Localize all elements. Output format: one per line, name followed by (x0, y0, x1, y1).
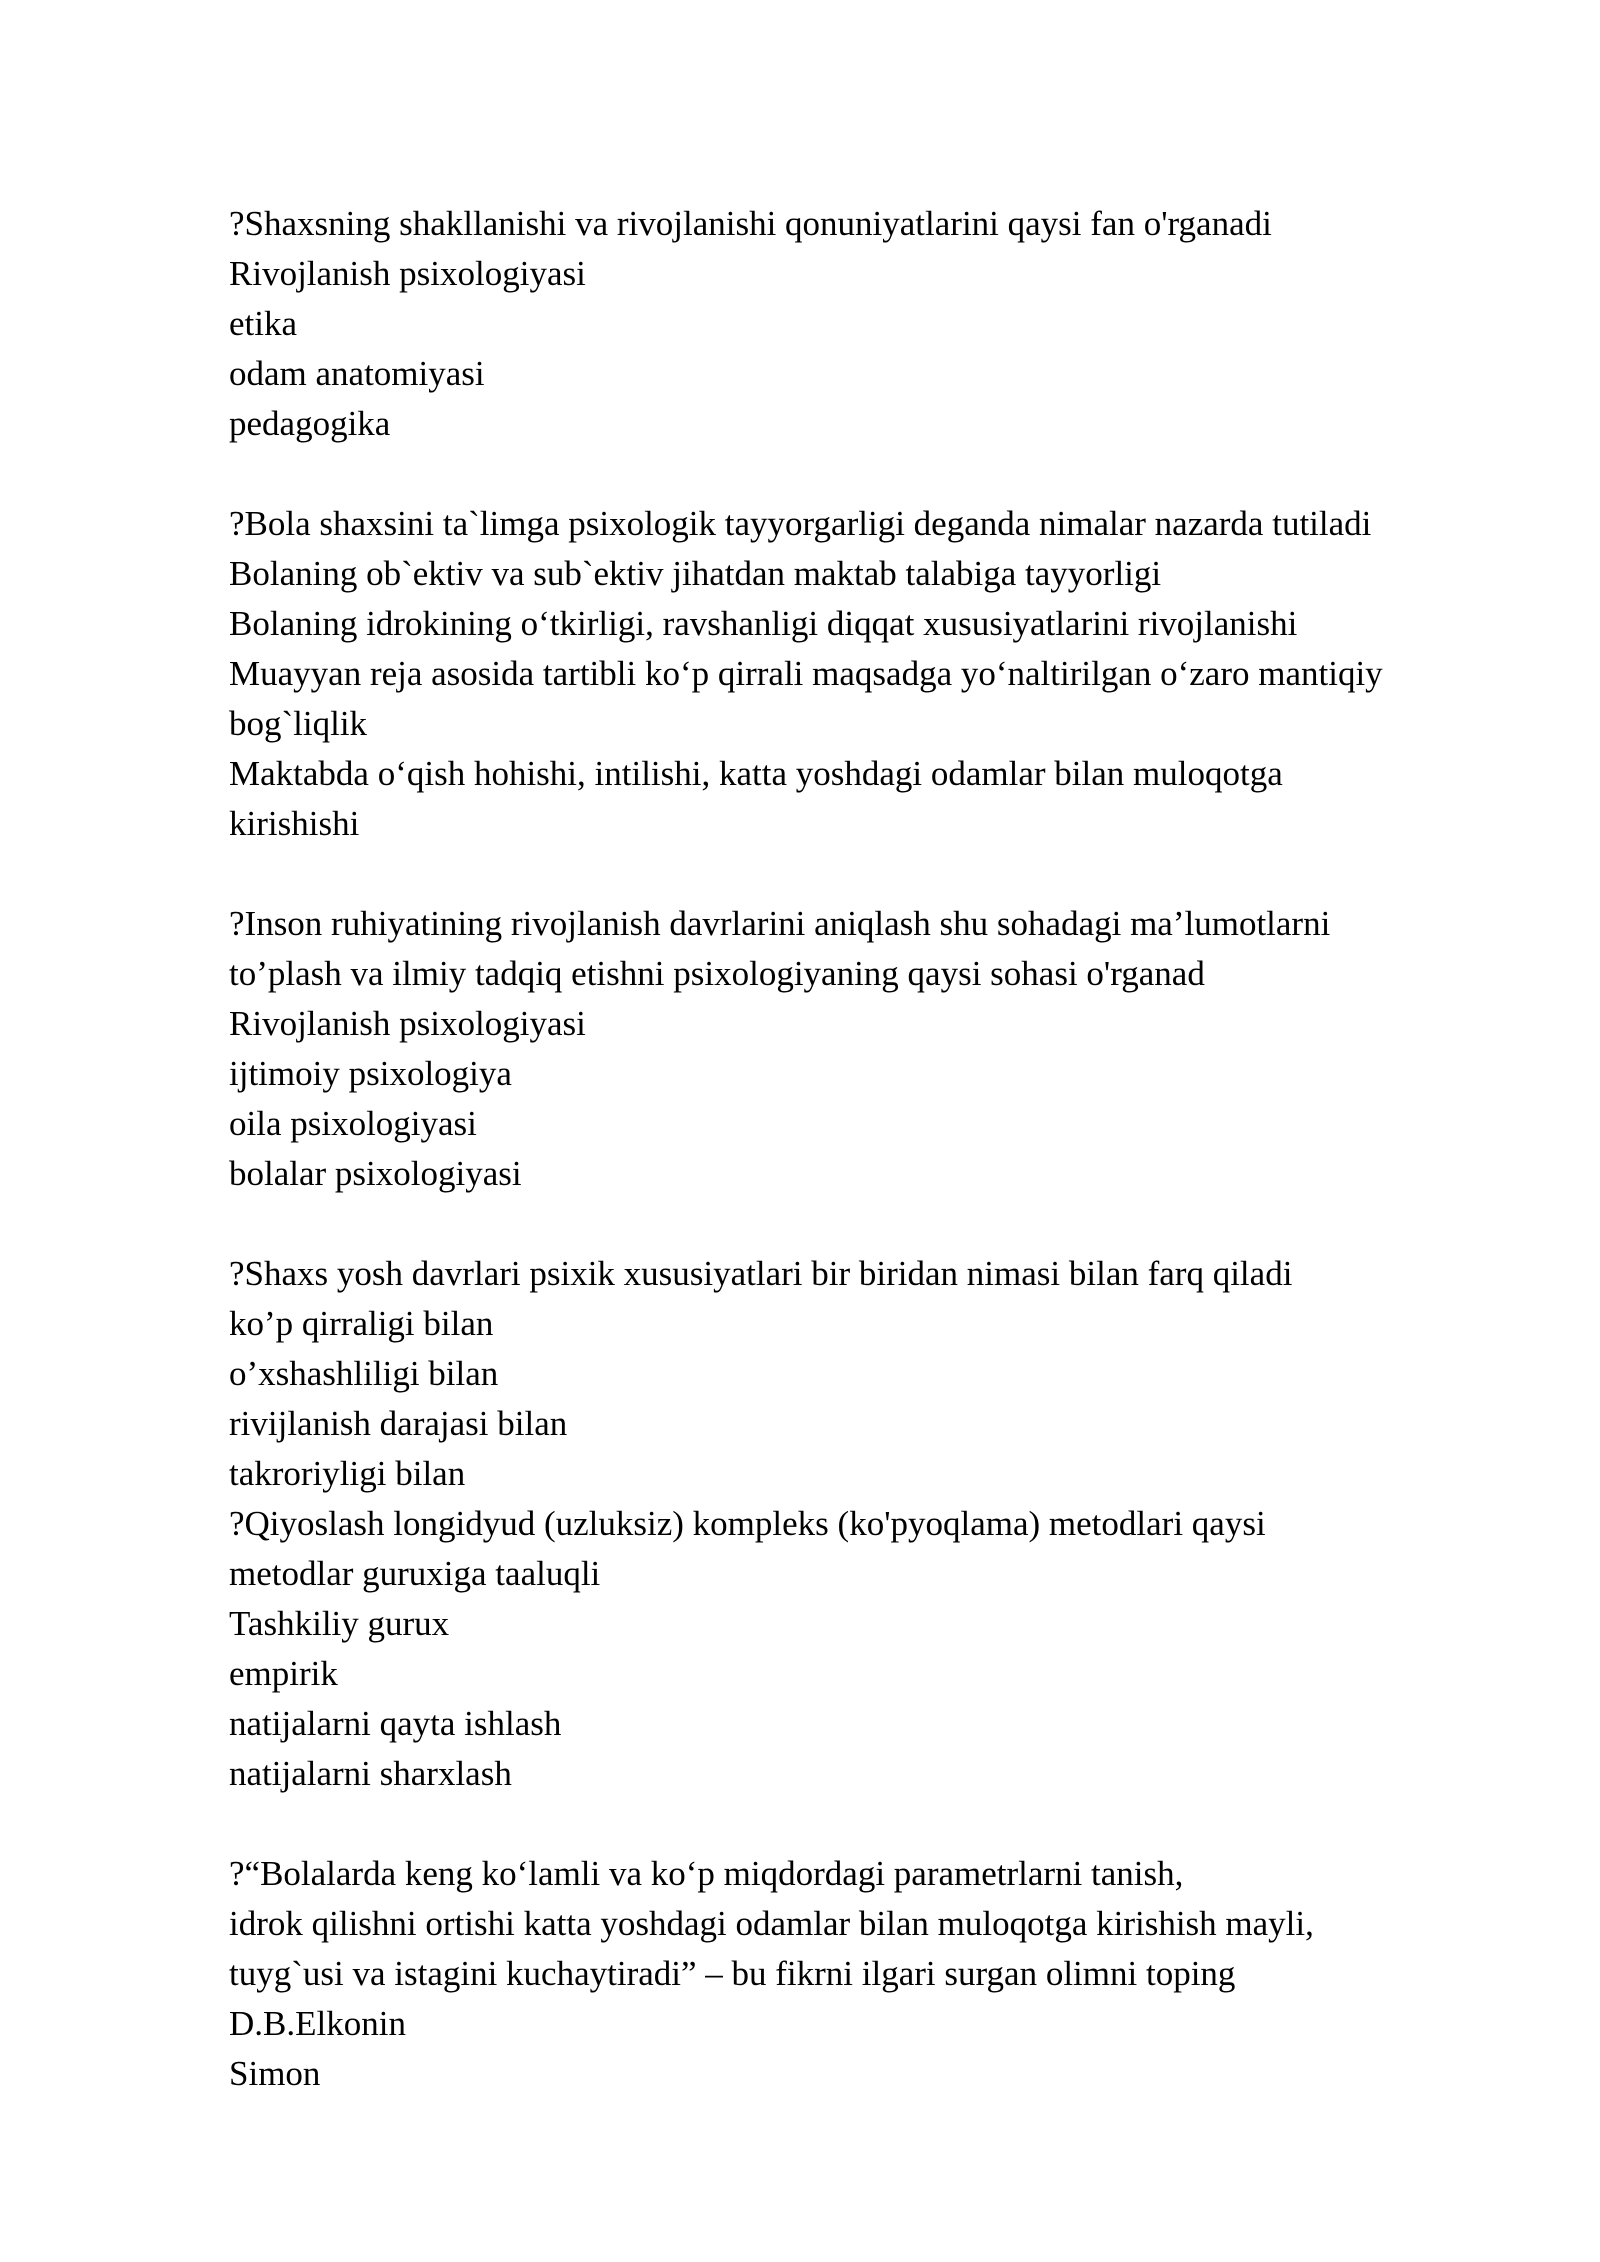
document-body (229, 199, 1529, 2099)
answer-option-line: oila psixologiyasi (229, 1104, 477, 1143)
question-block (229, 1849, 1529, 2099)
answer-option-line: idrok qilishni ortishi katta yoshdagi odamlar bilan muloqotga kirishish mayli, (229, 1904, 1314, 1943)
answer-option-line: Muayyan reja asosida tartibli ko‘p qirrali maqsadga yo‘naltirilgan o‘zaro mantiqiy (229, 654, 1383, 693)
answer-option-line: ko’p qirraligi bilan (229, 1304, 494, 1343)
question-text-line: ?Qiyoslash longidyud (uzluksiz) kompleks (ko'pyoqlama) metodlari qaysi (229, 1504, 1266, 1543)
answer-option-line: rivijlanish darajasi bilan (229, 1404, 568, 1443)
paragraph-spacer (229, 1799, 1529, 1849)
answer-option-line: odam anatomiyasi (229, 354, 485, 393)
answer-option-line: etika (229, 304, 298, 343)
answer-option-line: natijalarni sharxlash (229, 1754, 512, 1793)
answer-option-line: Rivojlanish psixologiyasi (229, 254, 586, 293)
answer-option-line: pedagogika (229, 404, 391, 443)
question-block (229, 899, 1529, 1199)
answer-option-line: Maktabda o‘qish hohishi, intilishi, katta yoshdagi odamlar bilan muloqotga (229, 754, 1283, 793)
question-text-line: ?Shaxsning shakllanishi va rivojlanishi qonuniyatlarini qaysi fan o'rganadi (229, 204, 1272, 243)
answer-option-line: Bolaning ob`ektiv va sub`ektiv jihatdan maktab talabiga tayyorligi (229, 554, 1162, 593)
question-block (229, 1249, 1529, 1799)
paragraph-spacer (229, 1199, 1529, 1249)
answer-option-line: kirishishi (229, 804, 360, 843)
paragraph-spacer (229, 449, 1529, 499)
answer-option-line: metodlar guruxiga taaluqli (229, 1554, 601, 1593)
answer-option-line: takroriyligi bilan (229, 1454, 466, 1493)
question-text-line: ?“Bolalarda keng ko‘lamli va ko‘p miqdordagi parametrlarni tanish, (229, 1854, 1184, 1893)
question-text-line: ?Bola shaxsini ta`limga psixologik tayyorgarligi deganda nimalar nazarda tutiladi (229, 504, 1372, 543)
paragraph-spacer (229, 849, 1529, 899)
answer-option-line: D.B.Elkonin (229, 2004, 406, 2043)
answer-option-line: empirik (229, 1654, 338, 1693)
question-text-line: ?Shaxs yosh davrlari psixik xususiyatlari bir biridan nimasi bilan farq qiladi (229, 1254, 1293, 1293)
answer-option-line: ijtimoiy psixologiya (229, 1054, 512, 1093)
answer-option-line: Rivojlanish psixologiyasi (229, 1004, 586, 1043)
question-text-line: ?Inson ruhiyatining rivojlanish davrlarini aniqlash shu sohadagi ma’lumotlarni (229, 904, 1331, 943)
question-block (229, 199, 1529, 449)
answer-option-line: natijalarni qayta ishlash (229, 1704, 562, 1743)
answer-option-line: Simon (229, 2054, 321, 2093)
answer-option-line: to’plash va ilmiy tadqiq etishni psixologiyaning qaysi sohasi o'rganad (229, 954, 1205, 993)
answer-option-line: o’xshashliligi bilan (229, 1354, 499, 1393)
answer-option-line: bolalar psixologiyasi (229, 1154, 522, 1193)
answer-option-line: Tashkiliy gurux (229, 1604, 450, 1643)
answer-option-line: tuyg`usi va istagini kuchaytiradi” – bu fikrni ilgari surgan olimni toping (229, 1954, 1236, 1993)
answer-option-line: Bolaning idrokining o‘tkirligi, ravshanligi diqqat xususiyatlarini rivojlanishi (229, 604, 1298, 643)
question-block (229, 499, 1529, 849)
answer-option-line: bog`liqlik (229, 704, 368, 743)
